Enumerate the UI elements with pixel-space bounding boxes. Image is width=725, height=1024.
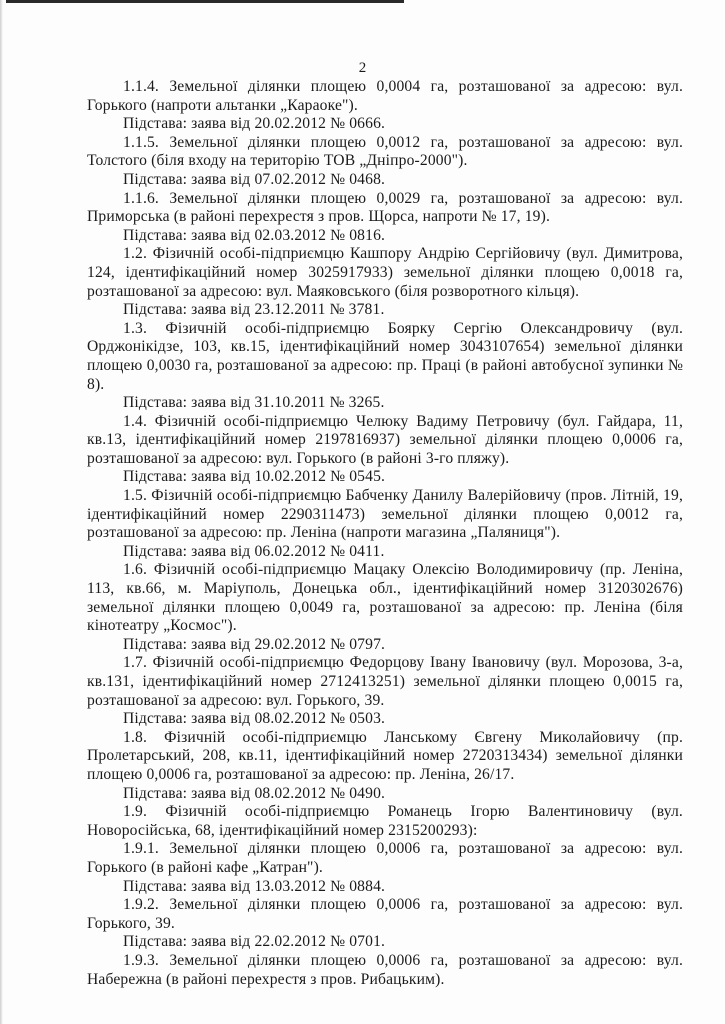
paragraph-1.5: 1.5. Фізичній особі-підприємцю Бабченку Данилу Валерійовичу (пров. Літній, 19, ідентифікаційний номер 2290311473) земельної ділянки площею 0,0012 га, розташованої за адресою: пр. Леніна (напроти магазина „Паляниця"). [87,487,683,542]
paragraph-1.9.2: 1.9.2. Земельної ділянки площею 0,0006 га, розташованої за адресою: вул. Горького, 39. [87,896,683,932]
paragraph-1.9.1: 1.9.1. Земельної ділянки площею 0,0006 га, розташованої за адресою: вул. Горького (в районі кафе „Катран"). [87,840,683,876]
basis-line: Підстава: заява від 23.12.2011 № 3781. [123,301,385,319]
page-number: 2 [358,60,367,76]
basis-line: Підстава: заява від 08.02.2012 № 0490. [123,784,386,802]
scan-top-border [6,0,404,3]
paragraph-1.7: 1.7. Фізичній особі-підприємцю Федорцову Івану Івановичу (вул. Морозова, 3-а, кв.131, ідентифікаційний номер 2712413251) земельної ділянки площею 0,0015 га, розташованої за адресою: вул. Горького, 39. [87,654,683,709]
basis-line: Підстава: заява від 08.02.2012 № 0503. [123,710,386,728]
basis-line: Підстава: заява від 06.02.2012 № 0411. [123,542,385,560]
basis-line: Підстава: заява від 13.03.2012 № 0884. [123,877,386,895]
paragraph-1.8: 1.8. Фізичній особі-підприємцю Ланському Євгену Миколайовичу (пр. Пролетарський, 208, кв.11, ідентифікаційний номер 2720313434) земельної ділянки площею 0,0006 га, розташованої за адресою: пр. Леніна, 26/17. [87,728,683,783]
basis-line: Підстава: заява від 02.03.2012 № 0816. [123,226,386,244]
basis-line: Підстава: заява від 20.02.2012 № 0666. [123,115,386,133]
paragraph-1.4: 1.4. Фізичній особі-підприємцю Челюку Вадиму Петровичу (бул. Гайдара, 11, кв.13, ідентифікаційний номер 2197816937) земельної ділянки площею 0,0006 га, розташованої за адресою: вул. Горького (в районі 3-го пляжу). [87,412,683,467]
basis-line: Підстава: заява від 07.02.2012 № 0468. [123,170,386,188]
document-body [87,78,683,989]
paragraph-1.1.6: 1.1.6. Земельної ділянки площею 0,0029 га, розташованої за адресою: вул. Приморська (в районі перехрестя з пров. Щорса, напроти № 17, 19). [87,189,683,226]
paragraph-1.1.5: 1.1.5. Земельної ділянки площею 0,0012 га, розташованої за адресою: вул. Толстого (біля входу на територію ТОВ „Дніпро-2000"). [87,133,683,170]
basis-line: Підстава: заява від 10.02.2012 № 0545. [123,468,386,486]
basis-line: Підстава: заява від 29.02.2012 № 0797. [123,635,386,653]
basis-line: Підстава: заява від 22.02.2012 № 0701. [123,933,386,951]
paragraph-1.1.4: 1.1.4. Земельної ділянки площею 0,0004 га, розташованої за адресою: вул. Горького (напроти альтанки „Караоке"). [87,78,683,114]
basis-line: Підстава: заява від 31.10.2011 № 3265. [123,394,385,412]
scan-edge-shadow [0,0,3,1024]
paragraph-1.6: 1.6. Фізичній особі-підприємцю Мацаку Олексію Володимировичу (пр. Леніна, 113, кв.66, м. Маріуполь, Донецька обл., ідентифікаційний номер 3120302676) земельної ділянки площею 0,0049 га, розташованої за адресою: пр. Леніна (біля кінотеатру „Космос"). [87,561,683,635]
paragraph-1.3: 1.3. Фізичній особі-підприємцю Боярку Сергію Олександровичу (вул. Орджонікідзе, 103, кв.15, ідентифікаційний номер 3043107654) земельної ділянки площею 0,0030 га, розташованої за адресою: пр. Праці (в районі автобусної зупинки № 8). [87,319,683,393]
paragraph-1.9: 1.9. Фізичній особі-підприємцю Романець Ігорю Валентиновичу (вул. Новоросійська, 68, ідентифікаційний номер 2315200293): [87,803,683,839]
paragraph-1.9.3: 1.9.3. Земельної ділянки площею 0,0006 га, розташованої за адресою: вул. Набережна (в районі перехрестя з пров. Рибацьким). [87,951,683,988]
paragraph-1.2: 1.2. Фізичній особі-підприємцю Кашпору Андрію Сергійовичу (вул. Димитрова, 124, ідентифікаційний номер 3025917933) земельної ділянки площею 0,0018 га, розташованої за адресою: вул. Маяковського (біля розворотного кільця). [87,245,683,300]
